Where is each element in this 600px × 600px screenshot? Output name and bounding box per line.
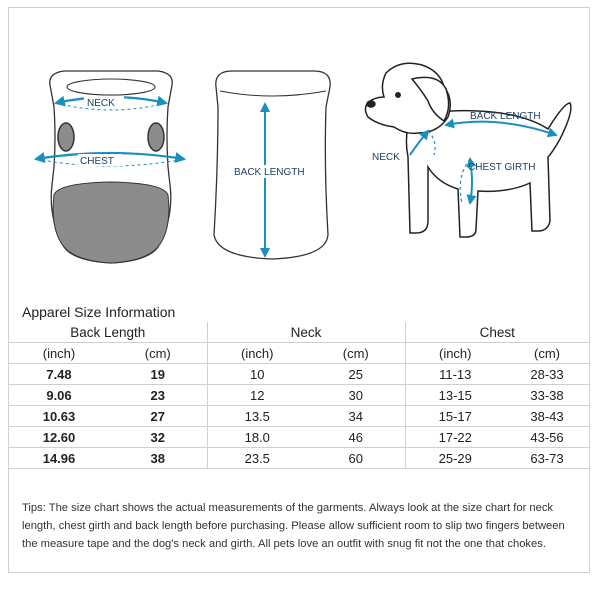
back-length-header: Back Length: [9, 322, 207, 343]
table-cell: 11-13: [405, 364, 505, 385]
table-cell: 10: [207, 364, 307, 385]
front-neck-label: NECK: [87, 98, 115, 109]
table-cell: 14.96: [9, 448, 109, 469]
table-cell: 13-15: [405, 385, 505, 406]
unit-header: (inch): [405, 343, 505, 364]
table-cell: 9.06: [9, 385, 109, 406]
table-row: [9, 406, 589, 427]
table-cell: 46: [307, 427, 405, 448]
front-chest-label: CHEST: [80, 156, 114, 167]
size-table: [9, 322, 589, 469]
unit-header: (cm): [505, 343, 589, 364]
table-cell: 38-43: [505, 406, 589, 427]
table-cell: 30: [307, 385, 405, 406]
table-cell: 34: [307, 406, 405, 427]
neck-header: Neck: [207, 322, 405, 343]
table-cell: 15-17: [405, 406, 505, 427]
tips-text: Tips: The size chart shows the actual measurements of the garments. Always look at the size chart for neck length, chest girth and back length before purchasing. Please allow sufficient room to slip two fingers between the measure tape and the dog's neck and girth. All pets love an outfit with snug fit not the one that chokes.: [22, 502, 565, 550]
dog-neck-label: NECK: [372, 152, 400, 163]
unit-header: (cm): [109, 343, 207, 364]
table-cell: 17-22: [405, 427, 505, 448]
dog-back-length-label: BACK LENGTH: [470, 111, 541, 122]
table-cell: 25-29: [405, 448, 505, 469]
table-cell: 23.5: [207, 448, 307, 469]
unit-header: (inch): [207, 343, 307, 364]
table-cell: 12: [207, 385, 307, 406]
group-header-row: [9, 322, 589, 343]
garment-front-diagram: [36, 71, 184, 263]
section-title: Apparel Size Information: [22, 304, 176, 320]
table-cell: 13.5: [207, 406, 307, 427]
table-row: [9, 364, 589, 385]
table-cell: 60: [307, 448, 405, 469]
garment-back-diagram: [214, 71, 330, 259]
table-cell: 32: [109, 427, 207, 448]
dog-chest-girth-label: CHEST GIRTH: [468, 162, 536, 173]
table-row: [9, 427, 589, 448]
table-cell: 28-33: [505, 364, 589, 385]
table-cell: 10.63: [9, 406, 109, 427]
table-cell: 63-73: [505, 448, 589, 469]
chest-header: Chest: [405, 322, 589, 343]
unit-header: (inch): [9, 343, 109, 364]
table-row: [9, 385, 589, 406]
table-cell: 38: [109, 448, 207, 469]
table-cell: 7.48: [9, 364, 109, 385]
unit-header: (cm): [307, 343, 405, 364]
table-row: [9, 448, 589, 469]
table-cell: 25: [307, 364, 405, 385]
back-length-label: BACK LENGTH: [234, 167, 305, 178]
table-cell: 43-56: [505, 427, 589, 448]
table-cell: 23: [109, 385, 207, 406]
table-cell: 18.0: [207, 427, 307, 448]
table-cell: 19: [109, 364, 207, 385]
unit-header-row: [9, 343, 589, 364]
table-cell: 27: [109, 406, 207, 427]
table-cell: 12.60: [9, 427, 109, 448]
dog-diagram: [365, 63, 570, 237]
measurement-illustration: [8, 7, 590, 295]
table-cell: 33-38: [505, 385, 589, 406]
